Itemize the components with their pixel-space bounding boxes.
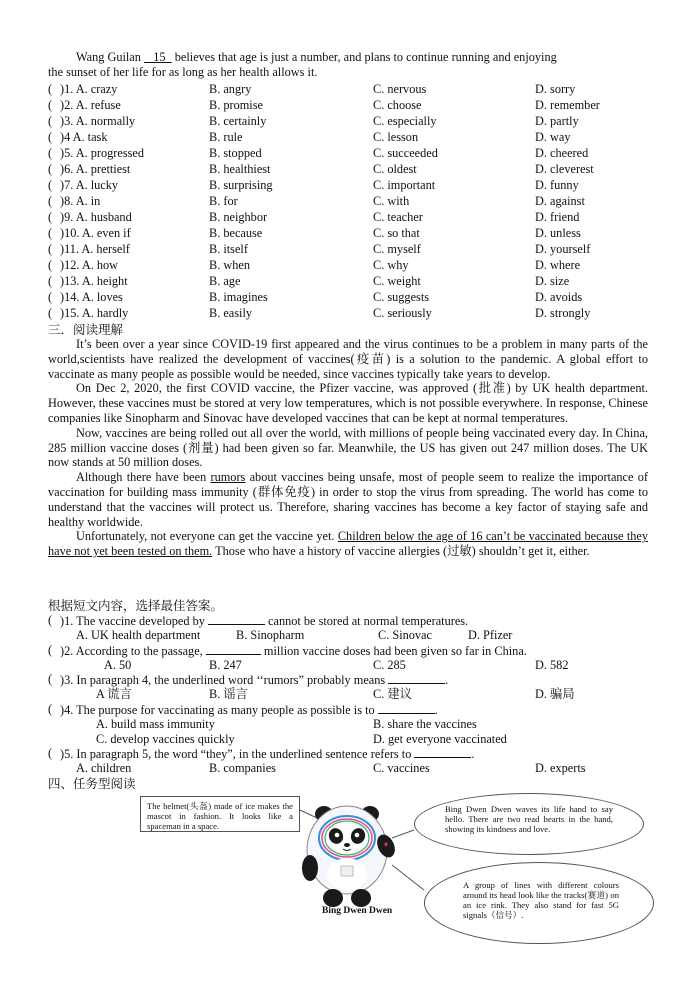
question-option-a: )8. A. in <box>60 194 101 208</box>
option-b: B. stopped <box>209 146 262 160</box>
option: B. companies <box>209 761 276 775</box>
answer-paren[interactable]: ( <box>48 242 53 256</box>
question-option-a: )14. A. loves <box>60 290 123 304</box>
question-option-a: )7. A. lucky <box>60 178 119 192</box>
reading-paragraph-4: Although there have been rumors about vaccines being unsafe, most of people seem to realize the importance of vaccination for building mass immunity (群体免疫) in order to stop the virus from spreading. The world has come to understand that the vaccines will protect us. Therefore, sharing vaccines has become a key factor of staying safe and healthy worldwide. <box>48 470 648 529</box>
question-text: )5. In paragraph 5, the word “they”, in the underlined sentence refers to . <box>60 747 475 761</box>
option-c: C. lesson <box>373 130 419 144</box>
question-text: )3. In paragraph 4, the underlined word ‘‘rumors” probably means . <box>60 673 449 687</box>
option-b: B. healthiest <box>209 162 271 176</box>
option-c: C. nervous <box>373 82 427 96</box>
answer-blank[interactable] <box>206 643 261 655</box>
option: C. vaccines <box>373 761 430 775</box>
option: C. 建议 <box>373 687 412 701</box>
cloze-option-row <box>48 257 658 273</box>
answer-paren[interactable]: ( <box>48 613 53 627</box>
answer-paren[interactable]: ( <box>48 82 53 96</box>
question-text: )1. The vaccine developed by cannot be stored at normal temperatures. <box>60 614 469 628</box>
cloze-text-line2: the sunset of her life for as long as her health allows it. <box>48 64 318 79</box>
option-b: B. surprising <box>209 178 273 192</box>
option-b: B. imagines <box>209 290 268 304</box>
section-3-title: 三．阅读理解 <box>48 322 124 337</box>
option-c: C. suggests <box>373 290 430 304</box>
option-d: D. way <box>535 130 571 144</box>
option: B. 247 <box>209 658 242 672</box>
option: A. build mass immunity <box>96 717 215 731</box>
answer-paren[interactable]: ( <box>48 210 53 224</box>
option-d: D. yourself <box>535 242 591 256</box>
option: D. get everyone vaccinated <box>373 732 507 746</box>
option-d: D. partly <box>535 114 579 128</box>
option-d: D. friend <box>535 210 580 224</box>
option: D. Pfizer <box>468 628 513 642</box>
question-stem <box>48 643 658 658</box>
option: C. develop vaccines quickly <box>96 732 235 746</box>
arm-left <box>302 855 318 881</box>
option-d: D. unless <box>535 226 581 240</box>
question-option-a: )6. A. prettiest <box>60 162 131 176</box>
question-stem <box>48 702 658 717</box>
option: D. experts <box>535 761 586 775</box>
answer-paren[interactable]: ( <box>48 178 53 192</box>
answer-paren[interactable]: ( <box>48 194 53 208</box>
option-b: B. promise <box>209 98 263 112</box>
instruction: 根据短文内容，选择最佳答案。 <box>48 598 224 613</box>
question-option-a: )4 A. task <box>60 130 108 144</box>
option-d: D. against <box>535 194 585 208</box>
question-option-a: )3. A. normally <box>60 114 136 128</box>
option-b: B. because <box>209 226 263 240</box>
option-c: C. so that <box>373 226 420 240</box>
answer-paren[interactable]: ( <box>48 306 53 320</box>
answer-paren[interactable]: ( <box>48 672 53 686</box>
option: A. 50 <box>104 658 132 672</box>
cloze-option-row <box>48 97 658 113</box>
section-4-title: 四、任务型阅读 <box>48 776 136 791</box>
option-c: C. weight <box>373 274 421 288</box>
answer-paren[interactable]: ( <box>48 702 53 716</box>
bing-dwen-dwen-mascot <box>300 802 396 910</box>
option-d: D. cleverest <box>535 162 594 176</box>
question-options <box>48 761 658 776</box>
option-b: B. itself <box>209 242 248 256</box>
answer-paren[interactable]: ( <box>48 162 53 176</box>
cloze-option-row <box>48 129 658 145</box>
cloze-text: believes that age is just a number, and plans to continue running and enjoying <box>174 50 557 64</box>
cloze-text: Wang Guilan <box>76 50 141 64</box>
option-c: C. with <box>373 194 410 208</box>
question-option-a: )1. A. crazy <box>60 82 118 96</box>
option: C. 285 <box>373 658 406 672</box>
answer-paren[interactable]: ( <box>48 98 53 112</box>
cloze-option-row <box>48 81 658 97</box>
option-c: C. succeeded <box>373 146 438 160</box>
option-c: C. oldest <box>373 162 417 176</box>
question-text: )4. The purpose for vaccinating as many people as possible is to . <box>60 703 438 717</box>
cloze-option-row <box>48 177 658 193</box>
answer-paren[interactable]: ( <box>48 290 53 304</box>
option-d: D. where <box>535 258 581 272</box>
mascot-caption: Bing Dwen Dwen <box>322 906 393 916</box>
cloze-option-row <box>48 241 658 257</box>
question-option-a: )15. A. hardly <box>60 306 129 320</box>
answer-paren[interactable]: ( <box>48 114 53 128</box>
answer-paren[interactable]: ( <box>48 274 53 288</box>
cloze-option-row <box>48 161 658 177</box>
answer-blank[interactable] <box>378 702 435 714</box>
cloze-option-row <box>48 289 658 305</box>
question-option-a: )9. A. husband <box>60 210 132 224</box>
answer-paren[interactable]: ( <box>48 146 53 160</box>
option-c: C. teacher <box>373 210 423 224</box>
option: C. Sinovac <box>378 628 432 642</box>
option-b: B. certainly <box>209 114 267 128</box>
question-option-a: )11. A. herself <box>60 242 130 256</box>
option-b: B. easily <box>209 306 253 320</box>
option-d: D. funny <box>535 178 579 192</box>
tracks-note-ellipse: A group of lines with different colours around its head look like the tracks(赛道) on an ice rink. They also stand for fast 5G signals（信号）. <box>424 862 654 944</box>
answer-paren[interactable]: ( <box>48 746 53 760</box>
cloze-option-row <box>48 209 658 225</box>
option: A. UK health department <box>76 628 201 642</box>
option: D. 骗局 <box>535 687 575 701</box>
option-d: D. remember <box>535 98 600 112</box>
cloze-tail-paragraph <box>48 50 648 80</box>
option-b: B. for <box>209 194 238 208</box>
answer-paren[interactable]: ( <box>48 226 53 240</box>
option-b: B. angry <box>209 82 252 96</box>
option-c: C. especially <box>373 114 437 128</box>
option: B. 谣言 <box>209 687 248 701</box>
answer-blank[interactable] <box>208 613 265 625</box>
option: D. 582 <box>535 658 569 672</box>
option-b: B. rule <box>209 130 243 144</box>
reading-paragraph-3: Now, vaccines are being rolled out all over the world, with millions of people being vaccinated every day. In China, 285 million vaccine doses (剂量) had been given so far. Meanwhile, the US has given out 247 million doses. The UK now stands at 50 million doses. <box>48 425 648 470</box>
answer-paren[interactable]: ( <box>48 258 53 272</box>
answer-blank[interactable] <box>388 672 445 684</box>
question-option-a: )12. A. how <box>60 258 119 272</box>
option-c: C. choose <box>373 98 422 112</box>
answer-paren[interactable]: ( <box>48 643 53 657</box>
option-d: D. cheered <box>535 146 589 160</box>
question-stem <box>48 746 658 761</box>
answer-blank[interactable] <box>414 746 471 758</box>
question-options <box>48 687 658 702</box>
rumors-underlined: rumors <box>210 470 246 485</box>
option-c: C. why <box>373 258 409 272</box>
reading-passage <box>48 337 648 559</box>
question-options <box>48 732 658 747</box>
question-options <box>48 658 658 673</box>
question-stem <box>48 613 658 628</box>
cloze-option-row <box>48 273 658 289</box>
question-option-a: )2. A. refuse <box>60 98 121 112</box>
question-text: )2. According to the passage, million vaccine doses had been given so far in China. <box>60 644 527 658</box>
option-d: D. avoids <box>535 290 583 304</box>
reading-paragraph-5: Unfortunately, not everyone can get the vaccine yet. Children below the age of 16 can’t be vaccinated because they have not yet been tested on them. Those who have a history of vaccine allergies (过敏) shouldn’t get it, either. <box>48 529 648 559</box>
option-b: B. age <box>209 274 241 288</box>
question-option-a: )5. A. progressed <box>60 146 145 160</box>
cloze-option-row <box>48 113 658 129</box>
option: B. share the vaccines <box>373 717 477 731</box>
option-c: C. seriously <box>373 306 432 320</box>
option-d: D. strongly <box>535 306 591 320</box>
cloze-option-row <box>48 305 658 321</box>
question-option-a: )10. A. even if <box>60 226 131 240</box>
option: B. Sinopharm <box>236 628 305 642</box>
answer-paren[interactable]: ( <box>48 130 53 144</box>
question-stem <box>48 672 658 687</box>
option-c: C. important <box>373 178 436 192</box>
reading-paragraph-2: On Dec 2, 2020, the first COVID vaccine, the Pfizer vaccine, was approved (批准) by UK health department. However, these vaccines must be stored at very low temperatures, which is not possible everywhere. In response, Chinese companies like Sinopharm and Sinovac have developed vaccines that can be kept at normal temperatures. <box>48 381 648 425</box>
reading-paragraph-1: It’s been over a year since COVID-19 first appeared and the virus continues to be a problem in many parts of the world,scientists have realized the development of vaccines(疫苗) is a solution to the pandemic. A global effort to vaccinate as many people as possible would be needed, since vaccines typically take years to develop. <box>48 337 648 381</box>
cloze-blank-15: 15 <box>153 50 166 64</box>
option-c: C. myself <box>373 242 421 256</box>
cloze-option-row <box>48 225 658 241</box>
underlined-sentence: Children below the age of 16 can’t be vaccinated because they have not yet been tested on them. <box>48 529 648 559</box>
option-d: D. size <box>535 274 570 288</box>
option-b: B. when <box>209 258 250 272</box>
option: A. children <box>76 761 132 775</box>
hand-note-ellipse: Bing Dwen Dwen waves its life hand to say hello. There are two read hearts in the hand, showing its kindness and love. <box>414 793 644 855</box>
option: A 谎言 <box>96 687 132 701</box>
cloze-option-row <box>48 145 658 161</box>
helmet-note-box: The helmet(头盔) made of ice makes the mascot in fashion. It looks like a spaceman in a space. <box>140 796 300 832</box>
question-options <box>48 717 658 732</box>
option-b: B. neighbor <box>209 210 268 224</box>
cloze-option-row <box>48 193 658 209</box>
question-option-a: )13. A. height <box>60 274 128 288</box>
question-options <box>48 628 658 643</box>
option-d: D. sorry <box>535 82 576 96</box>
